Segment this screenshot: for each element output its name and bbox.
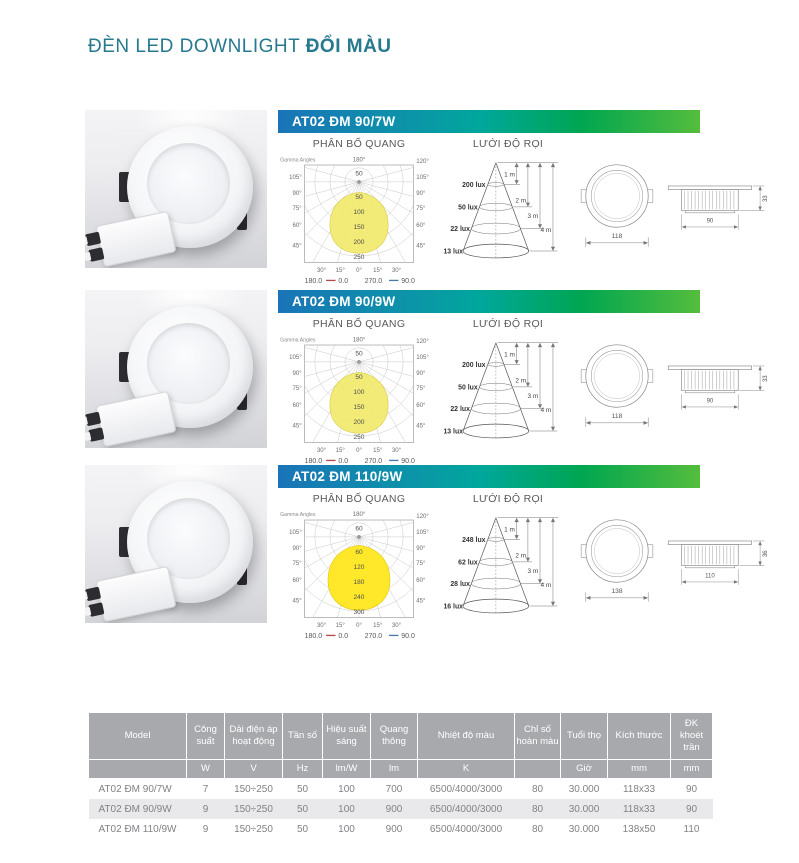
side-drawing-block <box>664 350 770 472</box>
diagram-row <box>278 316 770 472</box>
face-diameter-drawing <box>578 515 656 605</box>
cell: 50 <box>296 823 309 835</box>
spec-table <box>88 712 713 839</box>
ring-value: 100 <box>353 208 365 216</box>
cell: 9 <box>202 823 209 835</box>
lux-value: 28 lux <box>450 581 470 589</box>
gamma-angles-label: Gamma Angles <box>280 157 316 164</box>
cell: 118x33 <box>622 783 656 795</box>
polar-top-label: 180° <box>352 156 366 164</box>
angle-label: 30° <box>316 446 327 454</box>
product-section-1 <box>85 104 770 286</box>
product-section-3 <box>85 459 770 641</box>
angle-label: 120° <box>416 513 429 521</box>
wire-connector <box>88 602 104 617</box>
face-drawing-block <box>578 515 656 647</box>
photometry-title: PHÂN BỐ QUANG <box>312 318 406 330</box>
angle-label: 45° <box>416 597 426 605</box>
lux-value: 50 lux <box>458 204 478 212</box>
polar-top-label: 180° <box>352 336 366 344</box>
cell: 100 <box>323 799 371 819</box>
col-unit: mm <box>608 760 671 779</box>
angle-label: 90° <box>416 370 426 378</box>
angle-label: 75° <box>292 385 302 393</box>
angle-label: 0° <box>356 621 362 629</box>
illuminance-block <box>444 316 572 472</box>
ring-value: 180 <box>353 578 365 586</box>
legend-plane-c90b: 90.0 <box>401 458 415 466</box>
ring-value: 50 <box>355 350 363 358</box>
angle-label: 15° <box>335 266 345 274</box>
cell: 138x50 <box>622 823 656 835</box>
cell: 118x33 <box>608 799 671 819</box>
photometry-title: PHÂN BỐ QUANG <box>312 493 406 505</box>
ring-value: 50 <box>355 373 363 381</box>
distance-label: 3 m <box>527 393 539 401</box>
angle-label: 15° <box>373 621 383 629</box>
table-row <box>89 819 713 839</box>
angle-label: 30° <box>316 266 327 274</box>
section-content <box>278 110 770 292</box>
ring-value: 250 <box>353 253 365 261</box>
cell: 6500/4000/3000 <box>429 783 503 795</box>
cell: 80 <box>515 799 561 819</box>
illuminance-title: LƯỚI ĐỘ RỌI <box>472 493 544 505</box>
cell: 80 <box>531 783 544 795</box>
angle-label: 120° <box>416 338 429 346</box>
cutout-width-value: 110 <box>705 573 715 580</box>
photometry-block <box>278 491 440 647</box>
legend-plane-c90: 270.0 <box>364 278 383 286</box>
distance-label: 4 m <box>540 226 552 234</box>
legend-plane-c0b: 0.0 <box>338 458 349 466</box>
cell: 30.000 <box>561 799 608 819</box>
col-header: Quang thông <box>371 713 418 760</box>
angle-label: 30° <box>316 621 327 629</box>
ring-value: 150 <box>353 403 365 411</box>
legend-plane-c0: 180.0 <box>304 633 323 641</box>
col-header: Tần số <box>283 713 323 760</box>
ring-value: 100 <box>353 388 365 396</box>
col-header: Công suất <box>187 713 225 760</box>
col-unit <box>515 760 561 779</box>
distance-label: 2 m <box>515 377 527 385</box>
cutout-width-value: 90 <box>706 398 714 405</box>
lux-value: 62 lux <box>458 559 478 567</box>
ring-value: 60 <box>355 548 363 556</box>
angle-label: 105° <box>416 529 429 537</box>
model-header-bar <box>278 290 700 313</box>
legend-plane-c0b: 0.0 <box>338 633 349 641</box>
side-drawing-block <box>664 525 770 647</box>
col-header: Dải điện áp hoạt động <box>225 713 283 760</box>
ring-value: 300 <box>353 608 365 616</box>
ring-value: 50 <box>355 193 363 201</box>
cell: 150÷250 <box>234 823 273 835</box>
wire-connector <box>88 427 104 442</box>
col-unit: V <box>225 760 283 779</box>
recess-depth-value: 36 <box>763 550 770 558</box>
recess-depth-value: 33 <box>763 195 770 203</box>
lux-value: 248 lux <box>462 537 486 545</box>
polar-diagram <box>278 330 440 467</box>
ring-value: 240 <box>353 593 365 601</box>
angle-label: 75° <box>292 205 302 213</box>
angle-label: 45° <box>416 242 426 250</box>
angle-label: 75° <box>416 205 426 213</box>
polar-top-label: 180° <box>352 511 366 519</box>
illuminance-cone-diagram <box>444 330 572 449</box>
col-header: Nhiệt độ màu <box>418 713 515 760</box>
angle-label: 75° <box>292 560 302 568</box>
angle-label: 45° <box>292 422 302 430</box>
cell: 100 <box>338 783 355 795</box>
angle-label: 105° <box>289 529 302 537</box>
cell: 90 <box>671 799 713 819</box>
model-name: AT02 ĐM 110/9W <box>292 469 403 484</box>
gamma-angles-label: Gamma Angles <box>280 337 316 344</box>
angle-label: 45° <box>292 242 302 250</box>
col-header: Hiệu suất sáng <box>323 713 371 760</box>
illuminance-title: LƯỚI ĐỘ RỌI <box>472 318 544 330</box>
recess-depth-value: 33 <box>763 375 770 383</box>
diagram-row <box>278 136 770 292</box>
cell: 700 <box>385 783 403 795</box>
distance-label: 1 m <box>504 526 515 534</box>
angle-label: 75° <box>416 560 426 568</box>
side-profile-drawing <box>664 525 770 605</box>
cell: 900 <box>371 799 418 819</box>
col-unit: lm <box>371 760 418 779</box>
col-unit <box>89 760 187 779</box>
distance-label: 4 m <box>540 581 552 589</box>
ring-value: 200 <box>353 238 365 246</box>
legend-plane-c0: 180.0 <box>304 278 323 286</box>
distance-label: 1 m <box>504 171 515 179</box>
angle-label: 105° <box>416 354 429 362</box>
illuminance-block <box>444 136 572 292</box>
photometry-title: PHÂN BỐ QUANG <box>312 138 406 150</box>
table-unit-row <box>89 760 713 779</box>
cell: 80 <box>531 823 544 835</box>
cell: 150÷250 <box>225 799 283 819</box>
model-name: AT02 ĐM 90/9W <box>292 294 396 309</box>
legend-plane-c0b: 0.0 <box>338 278 349 286</box>
photometry-block <box>278 316 440 472</box>
cell-model: AT02 ĐM 90/9W <box>89 799 187 819</box>
col-unit: Hz <box>283 760 323 779</box>
face-diameter-value: 118 <box>611 413 623 421</box>
cell: 7 <box>202 783 209 795</box>
lux-value: 22 lux <box>450 226 470 234</box>
angle-label: 15° <box>373 266 383 274</box>
ring-value: 50 <box>355 170 363 178</box>
page-title-bold: ĐỔI MÀU <box>305 36 392 57</box>
model-header-bar <box>278 110 700 133</box>
lux-value: 200 lux <box>462 182 486 190</box>
product-photo <box>85 465 267 623</box>
cell-model: AT02 ĐM 90/7W <box>98 783 172 795</box>
angle-label: 15° <box>335 621 345 629</box>
angle-label: 60° <box>416 401 426 409</box>
led-driver-box <box>95 566 176 622</box>
diagram-row <box>278 491 770 647</box>
angle-label: 30° <box>391 621 402 629</box>
face-diameter-drawing <box>578 340 656 430</box>
angle-label: 15° <box>335 446 345 454</box>
angle-label: 105° <box>289 354 302 362</box>
angle-label: 0° <box>356 266 362 274</box>
ring-value: 150 <box>353 223 365 231</box>
cell: 6500/4000/3000 <box>418 799 515 819</box>
col-header: Chỉ số hoàn màu <box>515 713 561 760</box>
cell: 110 <box>683 823 700 835</box>
ring-value: 200 <box>353 418 365 426</box>
ring-value: 120 <box>353 563 365 571</box>
angle-label: 30° <box>391 266 402 274</box>
wire-connector <box>85 412 101 427</box>
photometry-block <box>278 136 440 292</box>
col-unit: Giờ <box>561 760 608 779</box>
distance-label: 3 m <box>527 568 539 576</box>
angle-label: 90° <box>292 370 302 378</box>
cell: 6500/4000/3000 <box>429 823 503 835</box>
lux-value: 22 lux <box>450 406 470 414</box>
legend-plane-c90b: 90.0 <box>401 633 415 641</box>
col-unit: mm <box>671 760 713 779</box>
cell: 100 <box>338 823 355 835</box>
polar-diagram <box>278 505 440 642</box>
col-header: Kích thước <box>608 713 671 760</box>
product-photo <box>85 290 267 448</box>
model-header-bar <box>278 465 700 488</box>
table-row <box>89 779 713 800</box>
illuminance-block <box>444 491 572 647</box>
angle-label: 90° <box>416 545 426 553</box>
cell: 50 <box>283 799 323 819</box>
face-diameter-value: 118 <box>611 233 623 241</box>
lux-value: 13 lux <box>444 248 464 256</box>
angle-label: 90° <box>292 545 302 553</box>
wire-connector <box>85 587 101 602</box>
wire-connector <box>88 247 104 262</box>
face-drawing-block <box>578 160 656 292</box>
col-header: Tuổi thọ <box>561 713 608 760</box>
angle-label: 105° <box>289 174 302 182</box>
legend-plane-c90: 270.0 <box>364 633 383 641</box>
angle-label: 105° <box>416 174 429 182</box>
cutout-width-value: 90 <box>706 218 714 225</box>
distance-label: 4 m <box>540 406 552 414</box>
side-profile-drawing <box>664 350 770 430</box>
led-driver-box <box>95 211 176 267</box>
page-title <box>88 36 392 58</box>
lux-value: 13 lux <box>444 428 464 436</box>
gamma-angles-label: Gamma Angles <box>280 512 316 519</box>
col-unit: W <box>187 760 225 779</box>
col-header: ĐK khoét trần <box>671 713 713 760</box>
ring-value: 60 <box>355 525 363 533</box>
legend-plane-c90b: 90.0 <box>401 278 415 286</box>
distance-label: 3 m <box>527 213 539 221</box>
cell: 150÷250 <box>234 783 273 795</box>
ring-value: 250 <box>353 433 365 441</box>
face-diameter-drawing <box>578 160 656 250</box>
lux-value: 16 lux <box>444 603 464 611</box>
col-header: Model <box>89 713 187 760</box>
side-profile-drawing <box>664 170 770 250</box>
distance-label: 2 m <box>515 552 527 560</box>
angle-label: 60° <box>292 576 302 584</box>
cell: 30.000 <box>568 783 600 795</box>
led-driver-box <box>95 391 176 447</box>
cell-model: AT02 ĐM 110/9W <box>98 823 177 835</box>
angle-label: 90° <box>416 190 426 198</box>
angle-label: 45° <box>416 422 426 430</box>
angle-label: 60° <box>292 221 302 229</box>
face-diameter-value: 138 <box>611 588 623 596</box>
lux-value: 200 lux <box>462 362 486 370</box>
angle-label: 60° <box>416 221 426 229</box>
product-photo <box>85 110 267 268</box>
section-content <box>278 465 770 647</box>
angle-label: 0° <box>356 446 362 454</box>
lux-value: 50 lux <box>458 384 478 392</box>
angle-label: 90° <box>292 190 302 198</box>
face-drawing-block <box>578 340 656 472</box>
cell: 900 <box>385 823 403 835</box>
legend-plane-c0: 180.0 <box>304 458 323 466</box>
angle-label: 45° <box>292 597 302 605</box>
angle-label: 60° <box>416 576 426 584</box>
legend-plane-c90: 270.0 <box>364 458 383 466</box>
illuminance-cone-diagram <box>444 505 572 624</box>
cell: 50 <box>296 783 309 795</box>
distance-label: 1 m <box>504 351 515 359</box>
angle-label: 75° <box>416 385 426 393</box>
side-drawing-block <box>664 170 770 292</box>
model-name: AT02 ĐM 90/7W <box>292 114 396 129</box>
illuminance-title: LƯỚI ĐỘ RỌI <box>472 138 544 150</box>
cell: 90 <box>685 783 698 795</box>
wire-connector <box>85 232 101 247</box>
angle-label: 60° <box>292 401 302 409</box>
col-unit: K <box>418 760 515 779</box>
polar-diagram <box>278 150 440 287</box>
angle-label: 30° <box>391 446 402 454</box>
col-unit: lm/W <box>323 760 371 779</box>
angle-label: 120° <box>416 158 429 166</box>
page-title-normal: ĐÈN LED DOWNLIGHT <box>88 36 306 57</box>
distance-label: 2 m <box>515 197 527 205</box>
table-header-row <box>89 713 713 760</box>
cell: 30.000 <box>568 823 600 835</box>
illuminance-cone-diagram <box>444 150 572 269</box>
cell: 9 <box>187 799 225 819</box>
section-content <box>278 290 770 472</box>
table-row <box>89 799 713 819</box>
angle-label: 15° <box>373 446 383 454</box>
product-section-2 <box>85 284 770 466</box>
